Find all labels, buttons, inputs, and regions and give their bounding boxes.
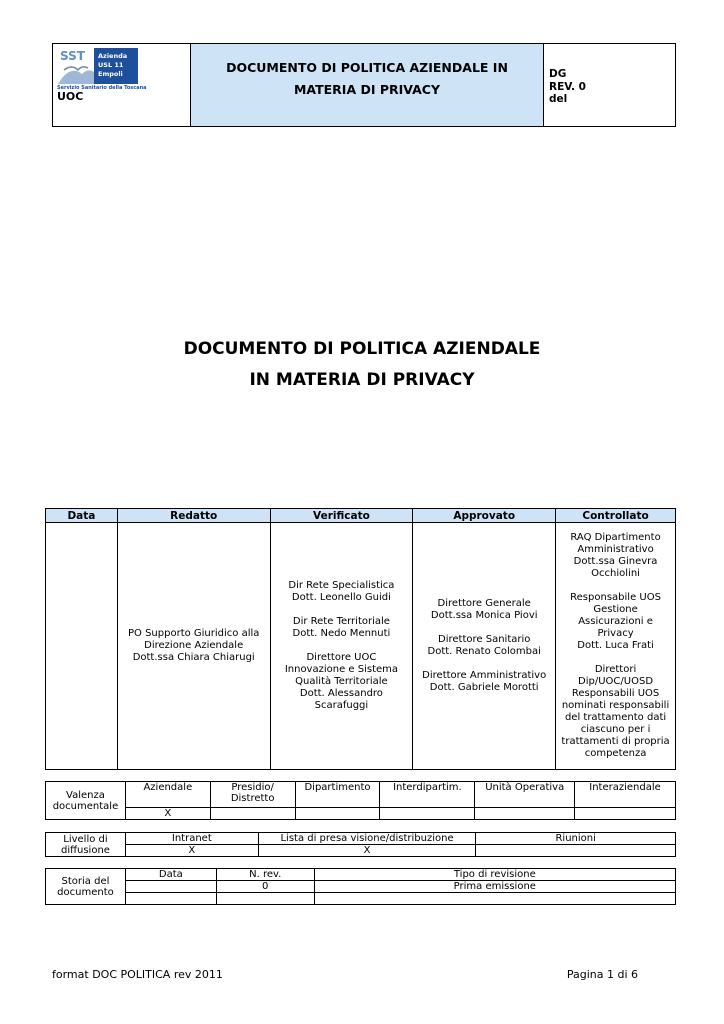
valenza-mark: [380, 808, 475, 820]
header-title-line1: DOCUMENTO DI POLITICA AZIENDALE IN: [226, 60, 508, 75]
storia-cell: [314, 893, 675, 905]
sst-logo-icon: [58, 48, 138, 84]
col-header-verificato: Verificato: [270, 509, 413, 523]
col-header-approvato: Approvato: [413, 509, 556, 523]
code-del: del: [549, 93, 568, 105]
signature-table: [45, 508, 676, 770]
cell-line: del trattamento dati: [564, 712, 667, 723]
logo-subtitle: Servizio Sanitario della Toscana: [57, 85, 147, 91]
cell-line: Privacy: [597, 628, 634, 639]
cell-line: Dott.ssa Chiara Chiarugi: [132, 652, 255, 663]
document-title-line1: DOCUMENTO DI POLITICA AZIENDALE: [183, 339, 541, 359]
logo-cell: [53, 44, 191, 126]
cell-line: Direzione Aziendale: [144, 640, 244, 651]
diffusione-col: Lista di presa visione/distribuzione: [258, 833, 476, 845]
storia-table: [45, 868, 676, 905]
cell-line: [556, 580, 675, 592]
cell-line: Dott.ssa Ginevra: [573, 556, 658, 567]
code-rev: REV. 0: [549, 81, 586, 93]
cell-line: PO Supporto Giuridico alla: [128, 628, 260, 639]
cell-line: Dir Rete Territoriale: [292, 616, 390, 627]
cell-line: Dott.ssa Monica Piovi: [430, 610, 538, 621]
cell-line: ciascuno per i: [580, 724, 651, 735]
valenza-mark: X: [125, 808, 210, 820]
cell-line: [413, 658, 555, 670]
diffusione-table: [45, 832, 676, 857]
valenza-col: Interdipartim.: [380, 782, 475, 808]
col-header-data: Data: [46, 509, 118, 523]
diffusione-col: Intranet: [125, 833, 258, 845]
storia-col: N. rev.: [216, 869, 314, 881]
cell-line: Dott. Luca Frati: [577, 640, 654, 651]
cell-line: Direttore Amministrativo: [422, 670, 547, 681]
diffusione-label: Livello di diffusione: [46, 833, 126, 857]
cell-line: nominati responsabili: [561, 700, 670, 711]
valenza-col: Aziendale: [125, 782, 210, 808]
diffusione-col: Riunioni: [476, 833, 676, 845]
valenza-col: Unità Operativa: [475, 782, 575, 808]
cell-line: [271, 604, 413, 616]
svg-text:Azienda: Azienda: [98, 52, 128, 60]
cell-line: Responsabile UOS: [570, 592, 661, 603]
cell-verificato: [270, 523, 413, 770]
storia-cell: [125, 881, 216, 893]
diffusione-mark: X: [125, 845, 258, 857]
cell-line: Direttore UOC: [306, 652, 377, 663]
valenza-mark: [575, 808, 676, 820]
storia-col: Data: [125, 869, 216, 881]
cell-line: Gestione: [593, 604, 638, 615]
code-dg: DG: [549, 68, 567, 80]
logo-text-sst: SST: [60, 49, 85, 63]
cell-line: competenza: [584, 748, 647, 759]
header-title-line2: MATERIA DI PRIVACY: [293, 82, 441, 97]
cell-line: Direttore Generale: [437, 598, 531, 609]
unit-label: UOC: [57, 90, 84, 103]
svg-text:USL 11: USL 11: [98, 61, 124, 69]
cell-line: [271, 640, 413, 652]
cell-line: Direttori: [594, 664, 637, 675]
diffusione-mark: [476, 845, 676, 857]
cell-redatto: [117, 523, 270, 770]
cell-line: Dip/UOC/UOSD: [578, 676, 654, 687]
cell-line: [556, 652, 675, 664]
valenza-col: Dipartimento: [295, 782, 380, 808]
header-code: [544, 44, 675, 126]
cell-line: Responsabili UOS: [571, 688, 660, 699]
valenza-label: Valenza documentale: [46, 782, 126, 820]
footer-page-number: Pagina 1 di 6: [566, 968, 638, 981]
storia-cell: [216, 893, 314, 905]
col-header-controllato: Controllato: [556, 509, 676, 523]
valenza-mark: [295, 808, 380, 820]
cell-line: Innovazione e Sistema: [284, 664, 399, 675]
footer-format: format DOC POLITICA rev 2011: [52, 968, 223, 981]
cell-line: Amministrativo: [577, 544, 654, 555]
cell-line: Direttore Sanitario: [438, 634, 531, 645]
cell-controllato: [556, 523, 676, 770]
cell-line: Dott. Nedo Mennuti: [292, 628, 391, 639]
cell-line: Qualità Territoriale: [295, 676, 388, 687]
cell-data: [46, 523, 118, 770]
cell-line: Occhiolini: [591, 568, 640, 579]
col-header-redatto: Redatto: [117, 509, 270, 523]
document-header: [52, 43, 676, 127]
cell-line: Dott. Gabriele Morotti: [429, 682, 539, 693]
svg-text:Empoli: Empoli: [98, 70, 123, 78]
cell-line: Dott. Leonello Guidi: [291, 592, 391, 603]
cell-approvato: [413, 523, 556, 770]
storia-cell: Prima emissione: [314, 881, 675, 893]
diffusione-mark: X: [258, 845, 476, 857]
storia-cell: [125, 893, 216, 905]
storia-col: Tipo di revisione: [314, 869, 675, 881]
cell-line: trattamenti di propria: [561, 736, 670, 747]
valenza-col: Presidio/ Distretto: [210, 782, 295, 808]
cell-line: Dir Rete Specialistica: [288, 580, 395, 591]
valenza-mark: [210, 808, 295, 820]
valenza-col: Interaziendale: [575, 782, 676, 808]
cell-line: Dott. Renato Colombai: [427, 646, 541, 657]
valenza-table: [45, 781, 676, 820]
cell-line: [413, 622, 555, 634]
valenza-mark: [475, 808, 575, 820]
cell-line: Assicurazioni e: [578, 616, 653, 627]
storia-label: Storia del documento: [46, 869, 126, 905]
storia-cell: 0: [216, 881, 314, 893]
cell-line: Scarafuggi: [314, 700, 369, 711]
document-title-line2: IN MATERIA DI PRIVACY: [249, 370, 475, 390]
header-title: [191, 44, 544, 126]
cell-line: Dott. Alessandro: [299, 688, 383, 699]
cell-line: RAQ Dipartimento: [570, 532, 661, 543]
